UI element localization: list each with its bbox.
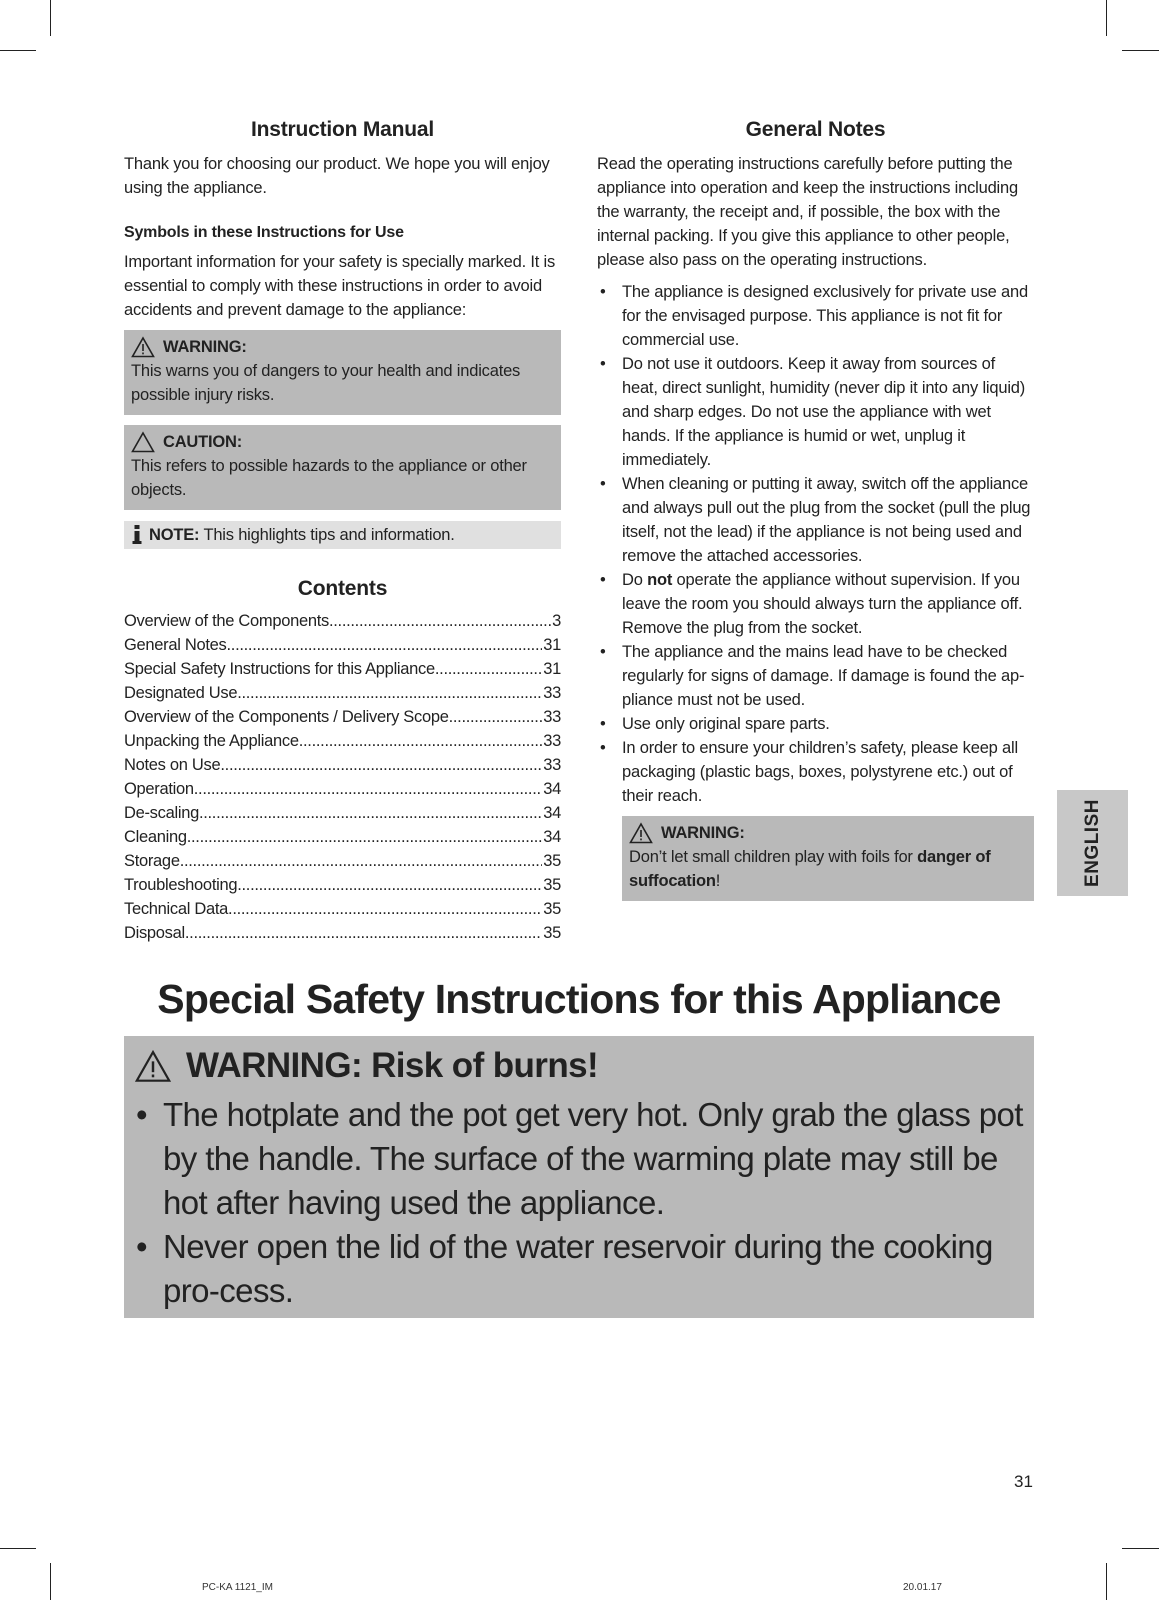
list-item: • Use only original spare parts. xyxy=(597,712,1034,736)
contents-title: Contents xyxy=(297,577,388,600)
warning-triangle-icon xyxy=(131,336,155,358)
note-title: NOTE: xyxy=(149,525,200,544)
note-text: This highlights tips and information. xyxy=(203,525,455,544)
toc-entry: Troubleshooting ..... 35 xyxy=(124,873,561,897)
list-item: • In order to ensure your children’s safety, please keep all packaging (plastic bags, boxes, polystyrene etc.) out of their reach. xyxy=(597,736,1034,808)
warning-triangle-icon xyxy=(629,822,653,844)
toc-entry: Storage ..... 35 xyxy=(124,849,561,873)
toc-entry: Operation ..... 34 xyxy=(124,777,561,801)
crop-mark xyxy=(1106,1563,1107,1600)
info-icon xyxy=(131,525,143,545)
toc-entry: Special Safety Instructions for this Appliance ..... 31 xyxy=(124,657,561,681)
table-of-contents xyxy=(124,577,561,945)
toc-entry: General Notes ..... 31 xyxy=(124,633,561,657)
warning-triangle-icon xyxy=(134,1049,172,1083)
crop-mark xyxy=(1122,1548,1159,1549)
suffocation-warning-box xyxy=(622,816,1034,901)
left-column xyxy=(124,118,561,945)
language-tab: ENGLISH xyxy=(1057,790,1128,896)
toc-entry: Disposal ..... 35 xyxy=(124,921,561,945)
crop-mark xyxy=(1106,0,1107,36)
toc-entry: Cleaning ..... 34 xyxy=(124,825,561,849)
section-title-general-notes: General Notes xyxy=(745,118,886,141)
list-item: • Do not operate the appliance without supervision. If you leave the room you should always turn the appliance off. Remove the plug from the socket. xyxy=(597,568,1034,640)
warning-title: WARNING: xyxy=(163,338,247,356)
right-column xyxy=(597,118,1034,901)
toc-entry: Unpacking the Appliance ..... 33 xyxy=(124,729,561,753)
list-item: • When cleaning or putting it away, switch off the appliance and always pull out the plug from the socket (pull the plug itself, not the lead) if the appliance is not being used and remove the attached accessories. xyxy=(597,472,1034,568)
note-box xyxy=(124,521,561,549)
crop-mark xyxy=(1122,50,1159,51)
toc-entry: Overview of the Components / Delivery Scope ..... 33 xyxy=(124,705,561,729)
warning-text: This warns you of dangers to your health and indicates possible injury risks. xyxy=(131,362,521,404)
crop-mark xyxy=(50,1563,51,1600)
page-number: 31 xyxy=(1014,1472,1033,1491)
footer-doc-id: PC-KA 1121_IM xyxy=(202,1582,273,1593)
warning-box xyxy=(124,330,561,415)
burn-warning-title: WARNING: Risk of burns! xyxy=(186,1046,599,1085)
list-item: • Do not use it outdoors. Keep it away from sources of heat, direct sunlight, humidity (never dip it into any liquid) and sharp edges. Do not use the appliance with wet hands. If the appliance is humid or wet, unplug it immediately. xyxy=(597,352,1034,472)
safety-title: Special Safety Instructions for this Appliance xyxy=(157,976,1001,1022)
footer-date: 20.01.17 xyxy=(903,1582,942,1593)
general-notes-list xyxy=(597,280,1034,808)
list-item: • Never open the lid of the water reservoir during the cooking pro-cess. xyxy=(134,1225,1024,1313)
intro-text: Thank you for choosing our product. We hope you will enjoy using the appliance. xyxy=(124,155,550,197)
symbols-heading: Symbols in these Instructions for Use xyxy=(124,224,404,241)
burn-warning-list xyxy=(134,1093,1024,1313)
toc-entry: De-scaling ..... 34 xyxy=(124,801,561,825)
list-item: • The appliance and the mains lead have to be checked regularly for signs of damage. If damage is found the ap-pliance must not be used. xyxy=(597,640,1034,712)
suffocation-warning-text: Don’t let small children play with foils for danger of suffocation! xyxy=(629,848,991,890)
section-title-instruction-manual: Instruction Manual xyxy=(250,118,435,141)
caution-box xyxy=(124,425,561,510)
toc-entry: Overview of the Components ..... 3 xyxy=(124,609,561,633)
crop-mark xyxy=(0,50,36,51)
toc-entry: Notes on Use ..... 33 xyxy=(124,753,561,777)
list-item: • The appliance is designed exclusively for private use and for the envisaged purpose. This appliance is not fit for commercial use. xyxy=(597,280,1034,352)
toc-entry: Technical Data ..... 35 xyxy=(124,897,561,921)
caution-text: This refers to possible hazards to the appliance or other objects. xyxy=(131,457,527,499)
burn-warning-box xyxy=(124,1036,1034,1318)
warning-title: WARNING: xyxy=(661,824,745,842)
caution-triangle-icon xyxy=(131,431,155,453)
crop-mark xyxy=(50,0,51,36)
symbols-text: Important information for your safety is specially marked. It is essential to comply with these instructions in order to avoid accidents and prevent damage to the appliance: xyxy=(124,253,556,319)
general-notes-intro: Read the operating instructions carefully before putting the appliance into operation and keep the instructions including the warranty, the receipt and, if possible, the box with the internal packing. If you give this appliance to other people, please also pass on the operating instructions. xyxy=(597,155,1018,269)
toc-entry: Designated Use ..... 33 xyxy=(124,681,561,705)
caution-title: CAUTION: xyxy=(163,433,243,451)
list-item: • The hotplate and the pot get very hot. Only grab the glass pot by the handle. The surface of the warming plate may still be hot after having used the appliance. xyxy=(134,1093,1024,1225)
crop-mark xyxy=(0,1548,36,1549)
